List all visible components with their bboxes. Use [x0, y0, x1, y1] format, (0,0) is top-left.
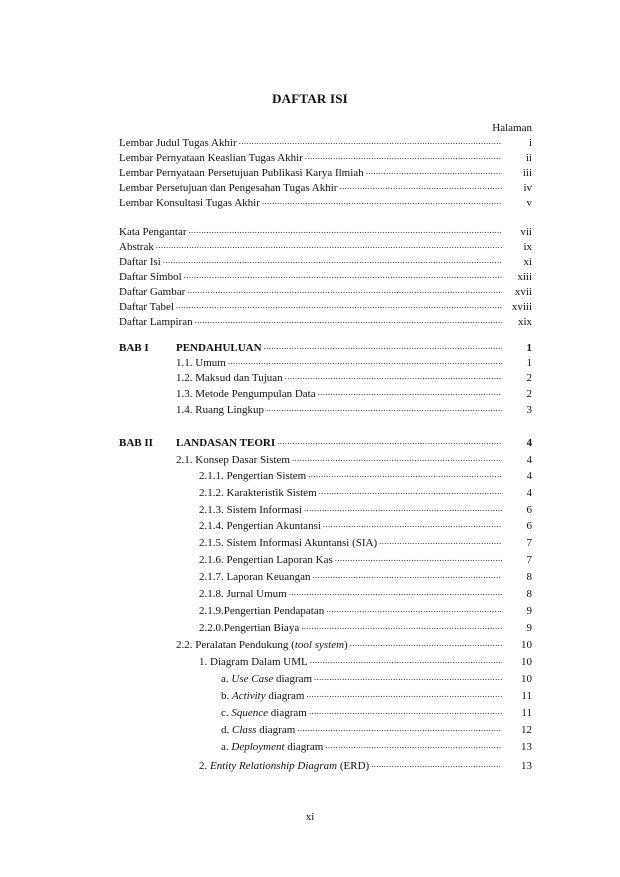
- toc-entry: Abstrak ..... ix: [119, 240, 532, 254]
- chapter-entry: LANDASAN TEORI ..... 4: [176, 436, 532, 450]
- toc-entry: 2.2.0.Pengertian Biaya ..... 9: [199, 621, 532, 635]
- toc-entry: a. Use Case diagram ..... 10: [221, 672, 532, 686]
- toc-entry: a. Deployment diagram ..... 13: [221, 740, 532, 754]
- toc-entry: 2.1.6. Pengertian Laporan Kas ..... 7: [199, 553, 532, 567]
- toc-entry: 2.2. Peralatan Pendukung (tool system) ..... 10: [176, 638, 532, 652]
- chapter-number: BAB II: [119, 437, 153, 449]
- toc-entry: 2.1.9.Pengertian Pendapatan ..... 9: [199, 604, 532, 618]
- toc-entry: Daftar Isi ..... xi: [119, 255, 532, 269]
- toc-entry: 1.4. Ruang Lingkup ..... 3: [176, 403, 532, 417]
- toc-entry: 2.1.7. Laporan Keuangan ..... 8: [199, 570, 532, 584]
- toc-entry: 2.1.2. Karakteristik Sistem ..... 4: [199, 486, 532, 500]
- toc-entry: 1.1. Umum ..... 1: [176, 356, 532, 370]
- page-number: xi: [305, 811, 315, 823]
- toc-entry: c. Squence diagram ..... 11: [221, 706, 532, 720]
- toc-entry: b. Activity diagram ..... 11: [221, 689, 532, 703]
- toc-entry: 2.1.4. Pengertian Akuntansi ..... 6: [199, 519, 532, 533]
- chapter-number: BAB I: [119, 342, 149, 354]
- toc-entry: Lembar Persetujuan dan Pengesahan Tugas Akhir ..... iv: [119, 181, 532, 195]
- toc-entry: 1.3. Metode Pengumpulan Data ..... 2: [176, 387, 532, 401]
- toc-entry: Lembar Konsultasi Tugas Akhir ..... v: [119, 196, 532, 210]
- chapter-entry: PENDAHULUAN ..... 1: [176, 341, 532, 355]
- toc-entry: 2.1. Konsep Dasar Sistem ..... 4: [176, 453, 532, 467]
- toc-entry: 2.1.5. Sistem Informasi Akuntansi (SIA) ..... 7: [199, 536, 532, 550]
- toc-entry: Kata Pengantar ..... vii: [119, 225, 532, 239]
- toc-entry: Lembar Pernyataan Persetujuan Publikasi Karya Ilmiah ..... iii: [119, 166, 532, 180]
- page-title: DAFTAR ISI: [272, 91, 348, 106]
- toc-entry: 1.2. Maksud dan Tujuan ..... 2: [176, 371, 532, 385]
- toc-entry: Daftar Lampiran ..... xix: [119, 315, 532, 329]
- toc-entry: Daftar Tabel ..... xviii: [119, 300, 532, 314]
- toc-entry: Daftar Simbol ..... xiii: [119, 270, 532, 284]
- toc-entry: d. Class diagram ..... 12: [221, 723, 532, 737]
- toc-entry: 1. Diagram Dalam UML ..... 10: [199, 655, 532, 669]
- toc-entry: 2.1.1. Pengertian Sistem ..... 4: [199, 469, 532, 483]
- toc-entry: Lembar Judul Tugas Akhir ..... i: [119, 136, 532, 150]
- toc-entry: 2.1.3. Sistem Informasi ..... 6: [199, 503, 532, 517]
- toc-entry: Daftar Gambar ..... xvii: [119, 285, 532, 299]
- toc-entry: 2. Entity Relationship Diagram (ERD) ..... 13: [199, 759, 532, 773]
- halaman-label: Halaman: [492, 122, 532, 134]
- toc-entry: Lembar Pernyataan Keaslian Tugas Akhir ..... ii: [119, 151, 532, 165]
- toc-entry: 2.1.8. Jurnal Umum ..... 8: [199, 587, 532, 601]
